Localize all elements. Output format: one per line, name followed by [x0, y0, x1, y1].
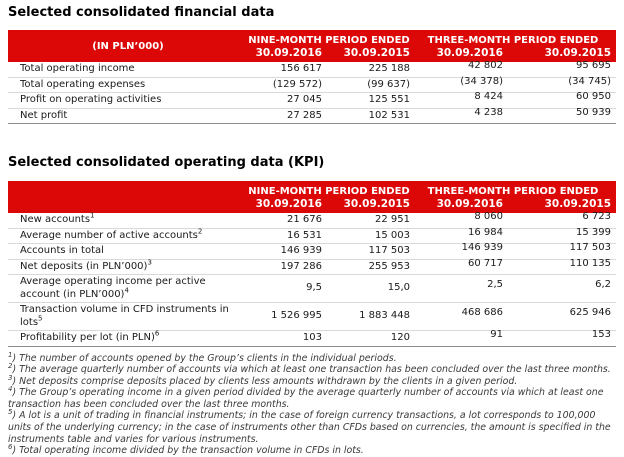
table-row [8, 303, 616, 331]
footnote: $^3$) Net deposits comprise deposits placed by clients less amounts withdrawn by the clients in a given period. [8, 373, 518, 387]
financial-table-header [8, 30, 616, 62]
footnote: $^1$) The number of accounts opened by the Group’s clients in the individual periods. [8, 350, 397, 364]
section-title-financial-data: Selected consolidated financial data [8, 5, 275, 20]
unit-column-header [8, 181, 248, 213]
cell-value: 6 723 [503, 210, 616, 225]
col-group-three-month: THREE-MONTH PERIOD ENDED [410, 30, 616, 47]
date-header: 30.09.2016 [410, 47, 503, 62]
cell-value: 91 [490, 329, 503, 340]
col-group-three-month: THREE-MONTH PERIOD ENDED [410, 181, 616, 198]
cell-value: 225 188 [322, 62, 410, 77]
date-header: 30.09.2015 [503, 198, 616, 213]
cell-value: 468 686 [410, 300, 503, 328]
cell-value: 60 950 [503, 90, 616, 106]
cell-value: 15,0 [322, 275, 410, 303]
footnote: $^2$) The average quarterly number of accounts via which at least one transaction has been concluded over the last three months. [8, 361, 611, 376]
cell-value: 625 946 [503, 300, 616, 328]
cell-value: 197 286 [248, 259, 322, 275]
cell-value: 2,5 [410, 272, 503, 300]
date-header: 30.09.2016 [248, 198, 322, 213]
date-header: 30.09.2015 [322, 198, 410, 213]
row-label: Total operating expenses [8, 77, 248, 93]
kpi-table-header [8, 181, 616, 213]
cell-value: 8 060 [410, 210, 503, 225]
cell-value: 255 953 [322, 259, 410, 275]
cell-value: 8 424 [410, 90, 503, 106]
financial-data-table [8, 30, 616, 124]
cell-value: 1 526 995 [248, 303, 322, 331]
cell-value: (34 378) [410, 74, 503, 90]
cell-value: 21 676 [248, 213, 322, 228]
cell-value: 16 531 [248, 228, 322, 244]
cell-value: 16 984 [410, 225, 503, 241]
cell-value: 110 135 [503, 256, 616, 272]
row-label: Average number of active accounts$^2$ [8, 228, 248, 244]
cell-value: 50 939 [576, 106, 612, 118]
row-label: Net deposits (in PLN’000)$^3$ [8, 259, 248, 275]
footnote: $^5$) A lot is a unit of trading in financial instruments; in the case of foreign currency transactions, a lot corresponds to 100,000 units of the underlying currency; in the case of instruments other than CFDs based on currencies, the amount is specified in the instruments table and varies for various instruments. [8, 408, 611, 445]
row-label: Profitability per lot (in PLN)$^6$ [20, 329, 160, 343]
cell-value: 42 802 [410, 59, 503, 74]
cell-value: 27 045 [248, 93, 322, 109]
col-group-nine-month: NINE-MONTH PERIOD ENDED [248, 30, 410, 47]
row-label: Transaction volume in CFD instruments in lots$^5$ [8, 303, 248, 331]
row-label: New accounts$^1$ [8, 213, 248, 228]
row-label: Accounts in total [8, 244, 248, 260]
cell-value: (99 637) [322, 77, 410, 93]
footnotes [8, 350, 615, 457]
cell-value: 117 503 [503, 241, 616, 257]
date-header: 30.09.2015 [322, 47, 410, 62]
cell-value: 103 [302, 332, 322, 343]
cell-value: 125 551 [322, 93, 410, 109]
cell-value: 146 939 [410, 241, 503, 257]
cell-value: 9,5 [248, 275, 322, 303]
cell-value: 95 695 [503, 59, 616, 74]
cell-value: 15 399 [503, 225, 616, 241]
cell-value: 4 238 [474, 106, 503, 118]
cell-value: 146 939 [248, 244, 322, 260]
table-row [8, 331, 616, 347]
table-row [8, 275, 616, 303]
cell-value: 60 717 [410, 256, 503, 272]
cell-value: 120 [390, 332, 410, 343]
date-header: 30.09.2015 [503, 47, 616, 62]
col-group-nine-month: NINE-MONTH PERIOD ENDED [248, 181, 410, 198]
row-label: Net profit [20, 109, 68, 121]
cell-value: (129 572) [248, 77, 322, 93]
date-header: 30.09.2016 [248, 47, 322, 62]
cell-value: 156 617 [248, 62, 322, 77]
table-row [8, 108, 616, 124]
cell-value: 1 883 448 [322, 303, 410, 331]
cell-value: (34 745) [503, 74, 616, 90]
cell-value: 6,2 [503, 272, 616, 300]
operating-data-kpi-table [8, 181, 616, 347]
cell-value: 22 951 [322, 213, 410, 228]
cell-value: 153 [591, 329, 612, 340]
section-title-operating-data-kpi: Selected consolidated operating data (KPI) [8, 155, 325, 170]
cell-value: 117 503 [322, 244, 410, 260]
cell-value: 15 003 [322, 228, 410, 244]
unit-column-header: (IN PLN’000) [8, 30, 248, 62]
cell-value: 102 531 [368, 109, 410, 121]
row-label: Total operating income [8, 62, 248, 77]
row-label: Profit on operating activities [8, 93, 248, 109]
date-header: 30.09.2016 [410, 198, 503, 213]
footnote: $^6$) Total operating income divided by the transaction volume in CFDs in lots. [8, 443, 364, 457]
row-label: Average operating income per active account (in PLN’000)$^4$ [8, 275, 248, 303]
cell-value: 27 285 [287, 109, 322, 121]
footnote: $^4$) The Group’s operating income in a given period divided by the average quarterly number of accounts via which at least one transaction has been concluded over the last three months. [8, 385, 604, 410]
